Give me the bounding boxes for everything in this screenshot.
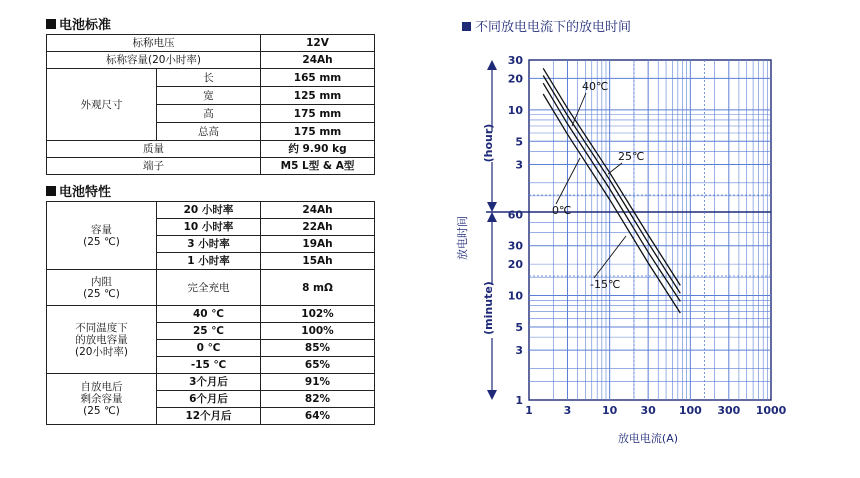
spec-label: 长 <box>157 69 261 87</box>
spec-label: 宽 <box>157 87 261 105</box>
chart-title-block <box>462 16 631 35</box>
spec-label: 总高 <box>157 123 261 141</box>
hour-unit-label: (hour) <box>482 123 495 163</box>
group-label-line: 不同温度下 <box>75 321 128 334</box>
y-tick-label-minute: 5 <box>515 320 523 334</box>
table-row <box>47 141 375 158</box>
y-tick-label-hour: 3 <box>515 158 523 172</box>
y-tick-label-minute: 30 <box>507 239 523 253</box>
char-value: 100% <box>261 323 375 340</box>
group-label-line: (20小时率) <box>74 345 129 358</box>
char-value: 8 mΩ <box>261 270 375 306</box>
x-tick-label: 3 <box>563 404 572 417</box>
spec-value: 约 9.90 kg <box>261 141 375 158</box>
char-label: 20 小时率 <box>157 202 261 219</box>
table-row <box>47 69 375 87</box>
y-tick-label-minute: 1 <box>515 394 523 407</box>
spec-group-label: 外观尺寸 <box>47 69 157 141</box>
series-label: -15℃ <box>590 278 621 291</box>
group-label-line: 的放电容量 <box>75 333 128 346</box>
y-tick-label-hour: 20 <box>507 72 523 86</box>
table-row <box>47 35 375 52</box>
table-row <box>47 52 375 69</box>
group-label-temperature <box>47 306 157 374</box>
group-label-self-discharge <box>47 374 157 425</box>
battery-standard-title: 电池标准 <box>59 18 112 33</box>
char-label: 6个月后 <box>157 391 261 408</box>
char-label: 40 ℃ <box>157 306 261 323</box>
group-label-line: (25 ℃) <box>83 405 120 417</box>
y-tick-label-minute: 20 <box>507 258 523 272</box>
y-tick-label-minute: 3 <box>515 344 523 358</box>
spec-label: 质量 <box>47 141 261 158</box>
spec-label: 标称容量(20小时率) <box>47 52 261 69</box>
x-tick-label: 10 <box>602 404 618 417</box>
battery-characteristics-title: 电池特性 <box>59 185 112 200</box>
table-row <box>47 306 375 323</box>
battery-characteristics-heading <box>46 181 111 200</box>
group-label-line: (25 ℃) <box>83 287 120 300</box>
spec-value: 24Ah <box>261 52 375 69</box>
x-tick-label: 1 <box>525 404 533 417</box>
arrow-down-icon <box>487 390 497 400</box>
table-row <box>47 158 375 175</box>
spec-label: 端子 <box>47 158 261 175</box>
char-label: 25 ℃ <box>157 323 261 340</box>
series-label: 40℃ <box>582 80 609 93</box>
group-label-resistance <box>47 270 157 306</box>
series-label: 25℃ <box>618 150 645 163</box>
battery-characteristics-table <box>46 201 375 425</box>
spec-label: 标称电压 <box>47 35 261 52</box>
char-label: 完全充电 <box>157 270 261 306</box>
y-tick-label-hour: 10 <box>507 103 523 117</box>
battery-standard-table <box>46 34 375 175</box>
char-label: 3 小时率 <box>157 236 261 253</box>
spec-value: 175 mm <box>261 105 375 123</box>
section-square-icon <box>46 19 56 29</box>
spec-value: 125 mm <box>261 87 375 105</box>
spec-label: 高 <box>157 105 261 123</box>
section-square-icon <box>46 186 56 196</box>
char-value: 19Ah <box>261 236 375 253</box>
char-value: 85% <box>261 340 375 357</box>
y-axis-label: 放电时间 <box>456 216 469 260</box>
y-tick-label-minute: 10 <box>507 289 523 303</box>
spec-value: 175 mm <box>261 123 375 141</box>
char-value: 65% <box>261 357 375 374</box>
char-label: -15 ℃ <box>157 357 261 374</box>
char-value: 24Ah <box>261 202 375 219</box>
chart-title-square-icon <box>462 22 471 31</box>
char-value: 64% <box>261 408 375 425</box>
x-tick-label: 1000 <box>755 404 787 417</box>
series-label: 0℃ <box>552 204 572 217</box>
char-value: 22Ah <box>261 219 375 236</box>
x-tick-label: 100 <box>678 404 702 417</box>
y-tick-label-hour: 5 <box>515 135 523 149</box>
char-value: 102% <box>261 306 375 323</box>
arrow-up-icon <box>487 212 497 222</box>
table-row <box>47 202 375 219</box>
spec-value: 165 mm <box>261 69 375 87</box>
char-value: 15Ah <box>261 253 375 270</box>
group-label-line: 内阻 <box>91 275 112 288</box>
group-label-line: 容量 <box>91 223 112 236</box>
group-label-line: 自放电后 <box>80 381 123 393</box>
char-label: 3个月后 <box>157 374 261 391</box>
y-tick-label-minute: 60 <box>507 208 523 222</box>
char-value: 82% <box>261 391 375 408</box>
minute-unit-label: (minute) <box>482 281 495 335</box>
spec-value: 12V <box>261 35 375 52</box>
table-row <box>47 374 375 391</box>
spec-value: M5 L型 & A型 <box>261 158 375 175</box>
group-label-line: 剩余容量 <box>80 393 123 405</box>
char-label: 1 小时率 <box>157 253 261 270</box>
y-tick-label-hour: 30 <box>507 54 523 67</box>
arrow-up-icon <box>487 60 497 70</box>
x-tick-label: 30 <box>640 404 656 417</box>
discharge-time-chart <box>440 40 800 460</box>
table-row <box>47 270 375 306</box>
group-label-capacity <box>47 202 157 270</box>
char-value: 91% <box>261 374 375 391</box>
chart-title: 不同放电电流下的放电时间 <box>475 20 632 35</box>
x-axis-label: 放电电流(A) <box>617 432 679 445</box>
x-tick-label: 300 <box>717 404 741 417</box>
group-label-line: (25 ℃) <box>83 235 120 248</box>
char-label: 10 小时率 <box>157 219 261 236</box>
char-label: 12个月后 <box>157 408 261 425</box>
arrow-down-icon <box>487 202 497 212</box>
battery-standard-heading <box>46 14 111 33</box>
char-label: 0 ℃ <box>157 340 261 357</box>
